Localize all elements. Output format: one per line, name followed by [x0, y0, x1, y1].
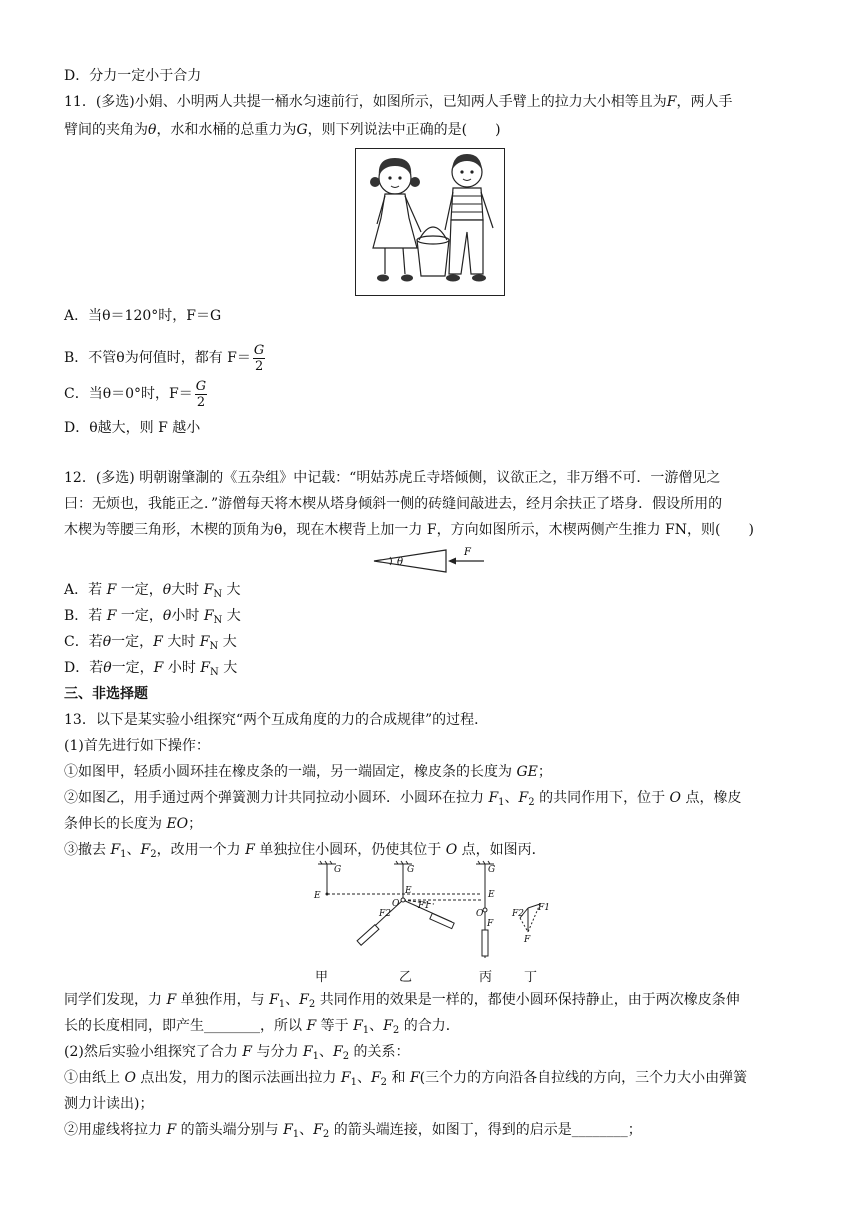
q11-option-d: D．θ越大，则 F 越小: [64, 420, 201, 436]
label-g-3: G: [488, 865, 496, 875]
spring-scale-left: [357, 925, 379, 946]
q10-option-d: D．分力一定小于合力: [64, 68, 202, 84]
q11-option-b: B．不管θ为何值时，都有 F＝ $\frac{G}{2}$: [64, 342, 265, 374]
panel-label-jia: 甲: [315, 970, 329, 985]
q13-line7: 同学们发现，力 F 单独作用，与 $F_1$、$F_2$ 共同作用的效果是一样的，都使小圆环保持静止，由于两次橡皮条伸: [64, 992, 740, 1010]
label-e-1: E: [314, 891, 321, 901]
q13-line12: ②用虚线将拉力 F 的箭头端分别与 $F_1$、$F_2$ 的箭头端连接，如图丁，得到的启示是________；: [64, 1122, 642, 1140]
q11-option-c: C．当θ＝0°时，F＝ $\frac{G}{2}$: [64, 378, 207, 410]
q13-line10: ①由纸上 O 点出发，用力的图示法画出拉力 $F_1$、$F_2$ 和 F(三个力的方向沿各自拉线的方向，三个力大小由弹簧: [64, 1070, 748, 1088]
label-f1-2: F1: [418, 901, 430, 911]
q12-stem-line3: 木楔为等腰三角形，木楔的顶角为θ，现在木楔背上加一力 F，方向如图所示，木楔两侧产生推力 FN，则( ): [64, 522, 754, 538]
q12-stem-line1: 12．(多选) 明朝谢肇淛的《五杂组》中记载：“明姑苏虎丘寺塔倾侧，议欲正之，非万缗不可．一游僧见之: [64, 470, 721, 486]
q13-line8: 长的长度相同，即产生________，所以 F 等于 $F_1$、$F_2$ 的合力．: [64, 1018, 460, 1036]
q13-line9: (2)然后实验小组探究了合力 F 与分力 $F_1$、$F_2$ 的关系：: [64, 1044, 410, 1062]
q11-stem-line1: 11．(多选)小娟、小明两人共提一桶水匀速前行，如图所示，已知两人手臂上的拉力大小相等且为F，两人手: [64, 94, 733, 110]
q11-option-a: A．当θ＝120°时，F＝G: [64, 308, 222, 324]
q13-line6: ③撤去 $F_1$、$F_2$，改用一个力 F 单独拉住小圆环，仍使其位于 O 点，如图丙．: [64, 842, 546, 860]
q12-option-c: C．若θ一定，F 大时 $F_N$ 大: [64, 634, 237, 652]
section-heading: 三、非选择题: [64, 686, 148, 702]
label-f-3: F: [487, 919, 494, 929]
label-g-2: G: [407, 865, 415, 875]
wedge-diagram: [372, 544, 490, 578]
panel-label-yi: 乙: [399, 970, 413, 985]
label-f-4: F: [524, 935, 531, 945]
fraction-g-over-2: $\frac{G}{2}$: [253, 342, 265, 374]
q12-stem-line2: 曰：无烦也，我能正之．”游僧每天将木楔从塔身倾斜一侧的砖缝间敲进去，经月余扶正了塔身．假设所用的: [64, 496, 723, 512]
label-f2-4: F2: [512, 909, 524, 919]
spring-scale-right: [430, 913, 454, 928]
wedge-theta-label: θ: [397, 557, 404, 568]
label-o-3: O: [476, 909, 484, 919]
q13-line2: (1)首先进行如下操作：: [64, 738, 210, 754]
label-f2-2: F2: [379, 909, 391, 919]
spring-scale-single: [482, 930, 488, 956]
q12-option-b: B．若 F 一定，θ小时 $F_N$ 大: [64, 608, 241, 626]
q13-line4: ②如图乙，用手通过两个弹簧测力计共同拉动小圆环．小圆环在拉力 $F_1$、$F_2$ 的共同作用下，位于 O 点，橡皮: [64, 790, 742, 808]
q12-option-d: D．若θ一定，F 小时 $F_N$ 大: [64, 660, 238, 678]
label-o-2: O: [392, 899, 400, 909]
label-e-3: E: [488, 890, 495, 900]
q13-line1: 13．以下是某实验小组探究“两个互成角度的力的合成规律”的过程．: [64, 712, 489, 728]
label-f1-4: F1: [538, 903, 550, 913]
label-e-2: E: [405, 886, 412, 896]
q13-line5: 条伸长的长度为 EO；: [64, 816, 203, 832]
q13-line11: 测力计读出)；: [64, 1096, 154, 1112]
label-g-1: G: [334, 865, 342, 875]
panel-label-bing: 丙: [479, 970, 493, 985]
children-bucket-illustration: [355, 148, 505, 296]
wedge-force-label: F: [464, 547, 471, 558]
fraction-g-over-2: $\frac{G}{2}$: [195, 378, 207, 410]
panel-label-ding: 丁: [524, 970, 538, 985]
answer-blank-2[interactable]: ________: [571, 1122, 628, 1138]
q12-option-a: A．若 F 一定，θ大时 $F_N$ 大: [64, 582, 241, 600]
q13-line3: ①如图甲，轻质小圆环挂在橡皮条的一端，另一端固定，橡皮条的长度为 GE；: [64, 764, 552, 780]
answer-blank-1[interactable]: ________: [204, 1018, 260, 1034]
q11-stem-line2: 臂间的夹角为θ，水和水桶的总重力为G，则下列说法中正确的是( ): [64, 122, 501, 138]
